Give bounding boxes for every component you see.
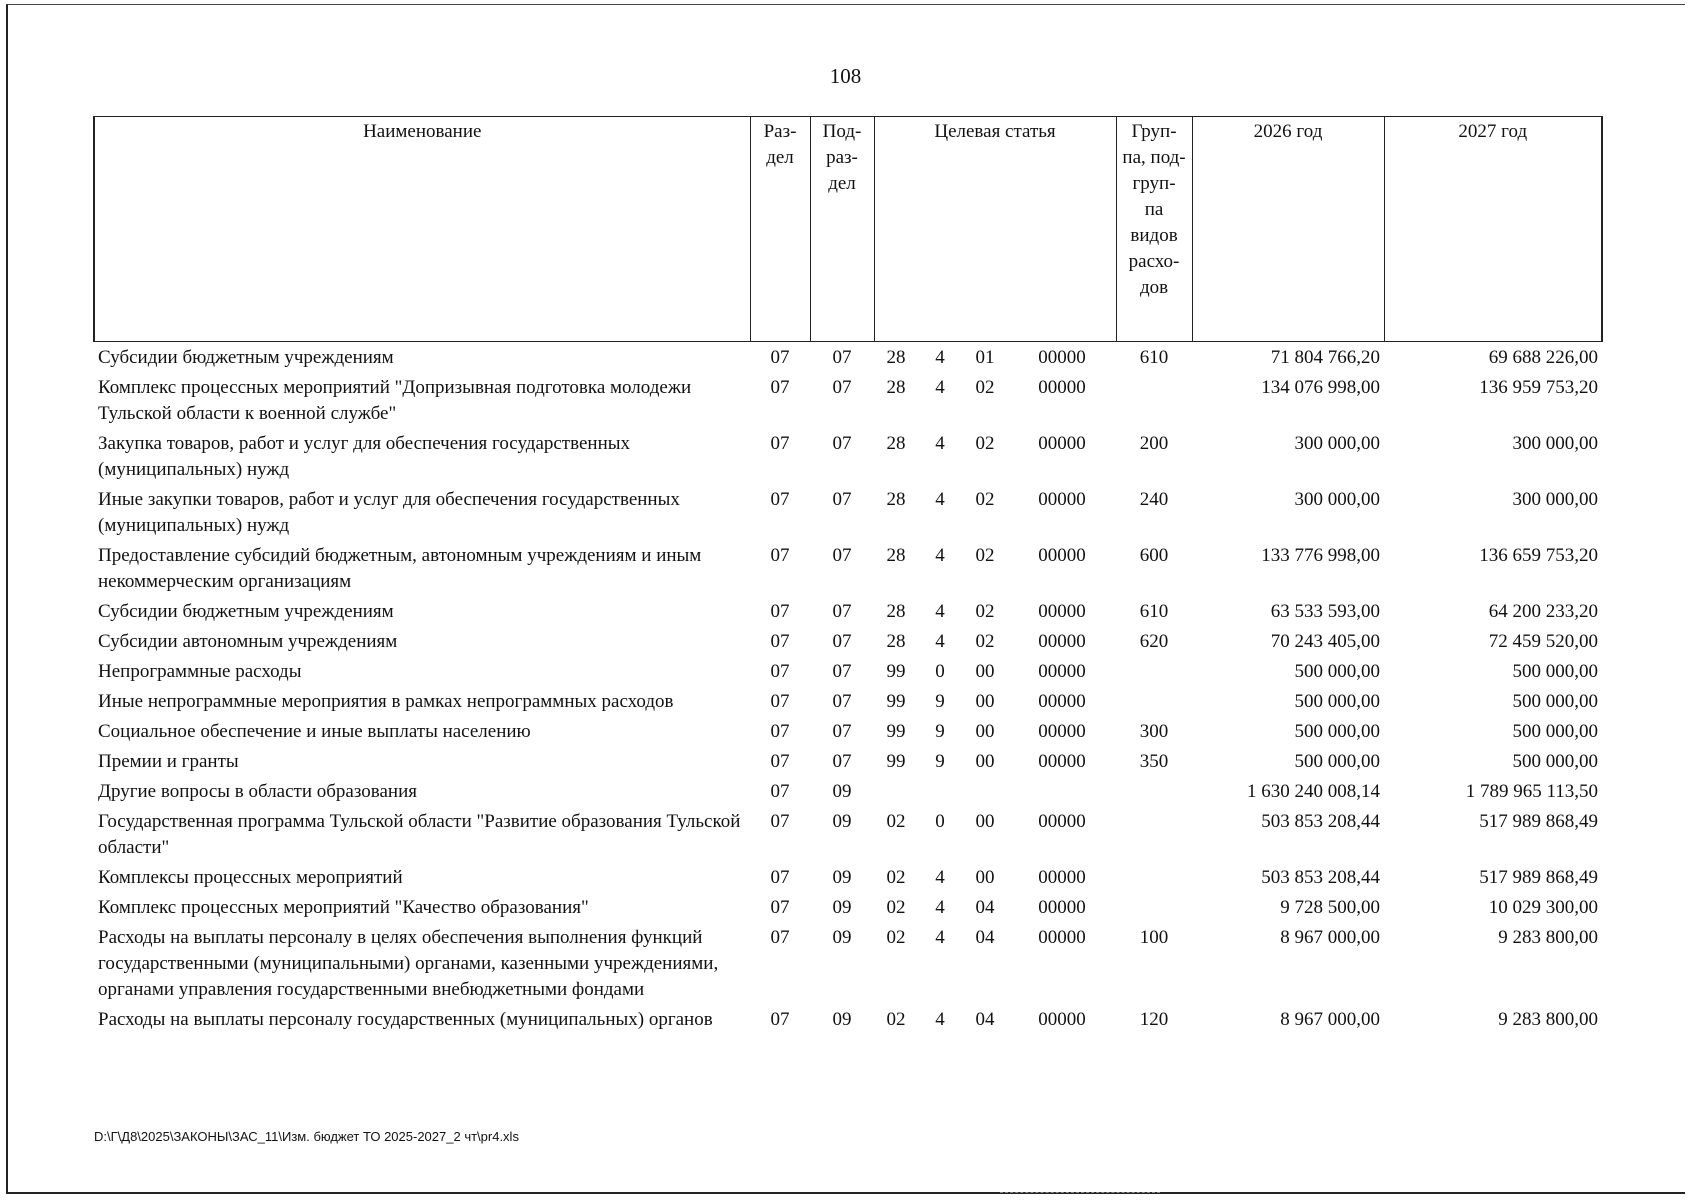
- cell-razdel: 07: [770, 721, 790, 742]
- cell-podrazdel: 07: [832, 489, 852, 510]
- cell-target-direction: 00000: [1038, 545, 1086, 566]
- table-row: [94, 429, 1602, 485]
- header-podrazdel-line: Под-: [822, 121, 862, 142]
- cell-target-element: 02: [975, 545, 995, 566]
- cell-podrazdel: 09: [832, 867, 852, 888]
- cell-amount-2027: 1 789 965 113,50: [1465, 781, 1599, 802]
- cell-target-direction: 00000: [1038, 1009, 1086, 1030]
- cell-target-program: 28: [886, 545, 906, 566]
- cell-razdel: 07: [770, 811, 790, 832]
- cell-podrazdel: 07: [832, 721, 852, 742]
- cell-amount-2027: 517 989 868,49: [1479, 811, 1599, 832]
- cell-name: Государственная программа Тульской области "Развитие образования Тульской области": [98, 811, 741, 858]
- cell-amount-2027: 9 283 800,00: [1498, 927, 1599, 948]
- file-path-footer: D:\Г\Д8\2025\ЗАКОНЫ\ЗАС_11\Изм. бюджет ТО 2025-2027_2 чт\pr4.xls: [94, 1129, 519, 1144]
- header-year-2027: 2027 год: [1384, 117, 1602, 342]
- cell-podrazdel: 07: [832, 691, 852, 712]
- cell-expense-group: 600: [1139, 545, 1169, 566]
- cell-name: Социальное обеспечение и иные выплаты населению: [98, 721, 531, 742]
- cell-target-element: 02: [975, 631, 995, 652]
- cell-target-type: 9: [935, 721, 945, 742]
- cell-name: Закупка товаров, работ и услуг для обеспечения государственных (муниципальных) нужд: [98, 433, 631, 480]
- cell-podrazdel: 09: [832, 781, 852, 802]
- cell-amount-2027: 64 200 233,20: [1488, 601, 1599, 622]
- cell-name: Премии и гранты: [98, 751, 239, 772]
- cell-target-element: 00: [975, 811, 995, 832]
- cell-podrazdel: 07: [832, 601, 852, 622]
- header-group: [1116, 117, 1192, 342]
- cell-target-program: 28: [886, 631, 906, 652]
- table-row: [94, 1005, 1602, 1035]
- table-row: [94, 863, 1602, 893]
- cell-amount-2026: 503 853 208,44: [1261, 867, 1381, 888]
- cell-podrazdel: 07: [832, 433, 852, 454]
- cell-target-element: 01: [975, 347, 995, 368]
- cell-amount-2026: 133 776 998,00: [1261, 545, 1381, 566]
- cell-target-program: 02: [886, 1009, 906, 1030]
- cell-amount-2026: 300 000,00: [1294, 489, 1381, 510]
- cell-amount-2027: 300 000,00: [1512, 433, 1599, 454]
- cell-expense-group: [1116, 777, 1192, 807]
- cell-target-direction: 00000: [1038, 751, 1086, 772]
- cell-razdel: 07: [770, 601, 790, 622]
- cell-expense-group: 610: [1139, 601, 1169, 622]
- cell-podrazdel: 07: [832, 347, 852, 368]
- table-row: [94, 777, 1602, 807]
- cell-target-type: 4: [935, 433, 945, 454]
- cell-target-element: [962, 777, 1008, 807]
- cell-target-element: 02: [975, 377, 995, 398]
- cell-expense-group: [1116, 373, 1192, 429]
- cell-expense-group: [1116, 863, 1192, 893]
- cell-podrazdel: 09: [832, 897, 852, 918]
- cell-target-element: 04: [975, 897, 995, 918]
- header-razdel-line: Раз-: [763, 121, 797, 142]
- header-podrazdel: [810, 117, 874, 342]
- cell-target-type: 4: [935, 1009, 945, 1030]
- cell-podrazdel: 09: [832, 811, 852, 832]
- cell-target-program: 02: [886, 927, 906, 948]
- cell-podrazdel: 07: [832, 545, 852, 566]
- header-group-line: Груп-: [1131, 121, 1177, 142]
- cell-name: Иные непрограммные мероприятия в рамках непрограммных расходов: [98, 691, 674, 712]
- cell-amount-2026: 500 000,00: [1294, 751, 1381, 772]
- cell-name: Комплекс процессных мероприятий "Допризывная подготовка молодежи Тульской области к военной службе": [98, 377, 692, 424]
- cell-target-program: [874, 777, 918, 807]
- cell-podrazdel: 09: [832, 927, 852, 948]
- cell-target-program: 99: [886, 691, 906, 712]
- cell-expense-group: 350: [1139, 751, 1169, 772]
- table-row: [94, 657, 1602, 687]
- cell-amount-2026: 8 967 000,00: [1280, 1009, 1381, 1030]
- table-row: [94, 807, 1602, 863]
- table-row: [94, 597, 1602, 627]
- cell-target-element: 02: [975, 601, 995, 622]
- cell-target-element: 00: [975, 751, 995, 772]
- cell-amount-2027: 10 029 300,00: [1488, 897, 1599, 918]
- cell-expense-group: 240: [1139, 489, 1169, 510]
- cell-amount-2026: 134 076 998,00: [1261, 377, 1381, 398]
- cell-razdel: 07: [770, 897, 790, 918]
- cell-target-element: 04: [975, 927, 995, 948]
- cell-target-program: 99: [886, 751, 906, 772]
- cell-target-program: 28: [886, 377, 906, 398]
- cell-amount-2026: 300 000,00: [1294, 433, 1381, 454]
- cell-expense-group: 200: [1139, 433, 1169, 454]
- cell-podrazdel: 09: [832, 1009, 852, 1030]
- table-row: [94, 923, 1602, 1005]
- cell-expense-group: 620: [1139, 631, 1169, 652]
- cell-target-program: 28: [886, 601, 906, 622]
- cell-target-program: 02: [886, 811, 906, 832]
- cell-amount-2026: 63 533 593,00: [1270, 601, 1381, 622]
- cell-amount-2027: 136 659 753,20: [1479, 545, 1599, 566]
- header-group-line: расхо-: [1128, 251, 1180, 272]
- cell-razdel: 07: [770, 927, 790, 948]
- cell-target-type: 4: [935, 631, 945, 652]
- cell-name: Субсидии бюджетным учреждениям: [98, 601, 394, 622]
- cell-target-program: 28: [886, 489, 906, 510]
- header-podrazdel-line: дел: [828, 173, 856, 194]
- cell-amount-2026: 503 853 208,44: [1261, 811, 1381, 832]
- cell-target-direction: 00000: [1038, 631, 1086, 652]
- table-header: [94, 117, 1602, 342]
- cell-amount-2027: 136 959 753,20: [1479, 377, 1599, 398]
- cell-target-direction: 00000: [1038, 433, 1086, 454]
- cell-razdel: 07: [770, 751, 790, 772]
- cell-amount-2027: 517 989 868,49: [1479, 867, 1599, 888]
- cell-expense-group: 300: [1139, 721, 1169, 742]
- header-razdel: [750, 117, 810, 342]
- cell-target-program: 28: [886, 347, 906, 368]
- cell-expense-group: 610: [1139, 347, 1169, 368]
- cell-target-type: 4: [935, 601, 945, 622]
- cell-expense-group: [1116, 807, 1192, 863]
- cell-amount-2027: 9 283 800,00: [1498, 1009, 1599, 1030]
- cell-amount-2026: 500 000,00: [1294, 661, 1381, 682]
- cell-target-type: [918, 777, 962, 807]
- cell-target-direction: 00000: [1038, 601, 1086, 622]
- cell-target-element: 02: [975, 489, 995, 510]
- cell-podrazdel: 07: [832, 751, 852, 772]
- header-target-article: Целевая статья: [874, 117, 1116, 342]
- cell-podrazdel: 07: [832, 377, 852, 398]
- header-group-line: па, под-: [1122, 147, 1186, 168]
- header-group-line: груп-: [1132, 173, 1176, 194]
- cell-razdel: 07: [770, 347, 790, 368]
- cell-razdel: 07: [770, 433, 790, 454]
- cell-razdel: 07: [770, 545, 790, 566]
- cell-target-type: 0: [935, 811, 945, 832]
- table-row: [94, 747, 1602, 777]
- table-row: [94, 541, 1602, 597]
- cell-amount-2027: 69 688 226,00: [1488, 347, 1599, 368]
- cell-expense-group: 100: [1139, 927, 1169, 948]
- cell-name: Иные закупки товаров, работ и услуг для обеспечения государственных (муниципальных) нужд: [98, 489, 680, 536]
- cell-target-type: 9: [935, 691, 945, 712]
- header-razdel-line: дел: [766, 147, 794, 168]
- cell-target-program: 02: [886, 897, 906, 918]
- cell-name: Комплекс процессных мероприятий "Качество образования": [98, 897, 589, 918]
- cell-razdel: 07: [770, 489, 790, 510]
- cell-target-direction: 00000: [1038, 377, 1086, 398]
- cell-target-direction: [1008, 777, 1116, 807]
- cell-expense-group: [1116, 893, 1192, 923]
- cell-name: Субсидии автономным учреждениям: [98, 631, 398, 652]
- cell-expense-group: 120: [1139, 1009, 1169, 1030]
- cell-amount-2027: 500 000,00: [1512, 661, 1599, 682]
- table-row: [94, 687, 1602, 717]
- cell-target-type: 4: [935, 897, 945, 918]
- cell-target-element: 04: [975, 1009, 995, 1030]
- cell-target-element: 00: [975, 691, 995, 712]
- cell-target-program: 02: [886, 867, 906, 888]
- table-row: [94, 893, 1602, 923]
- page-number: 108: [829, 64, 862, 88]
- cell-target-direction: 00000: [1038, 691, 1086, 712]
- cell-target-type: 4: [935, 377, 945, 398]
- cell-amount-2026: 8 967 000,00: [1280, 927, 1381, 948]
- cell-target-program: 28: [886, 433, 906, 454]
- header-podrazdel-line: раз-: [826, 147, 858, 168]
- table-row: [94, 627, 1602, 657]
- cell-name: Комплексы процессных мероприятий: [98, 867, 403, 888]
- cell-target-type: 9: [935, 751, 945, 772]
- table-body: [94, 342, 1602, 1036]
- header-group-line: дов: [1139, 277, 1169, 298]
- cell-target-direction: 00000: [1038, 867, 1086, 888]
- cell-target-direction: 00000: [1038, 661, 1086, 682]
- cell-target-direction: 00000: [1038, 811, 1086, 832]
- cell-name: Субсидии бюджетным учреждениям: [98, 347, 394, 368]
- cell-razdel: 07: [770, 1009, 790, 1030]
- cell-razdel: 07: [770, 661, 790, 682]
- cell-razdel: 07: [770, 377, 790, 398]
- cell-amount-2027: 500 000,00: [1512, 721, 1599, 742]
- cell-target-type: 4: [935, 927, 945, 948]
- cell-name: Другие вопросы в области образования: [98, 781, 417, 802]
- cell-target-type: 4: [935, 545, 945, 566]
- cell-target-element: 00: [975, 721, 995, 742]
- cell-amount-2026: 70 243 405,00: [1270, 631, 1381, 652]
- table-row: [94, 485, 1602, 541]
- cell-target-element: 00: [975, 867, 995, 888]
- cell-target-direction: 00000: [1038, 927, 1086, 948]
- cell-razdel: 07: [770, 631, 790, 652]
- cell-podrazdel: 07: [832, 661, 852, 682]
- cell-target-direction: 00000: [1038, 489, 1086, 510]
- cell-target-element: 00: [975, 661, 995, 682]
- cell-target-element: 02: [975, 433, 995, 454]
- cell-target-program: 99: [886, 721, 906, 742]
- cell-target-type: 4: [935, 489, 945, 510]
- cell-amount-2026: 9 728 500,00: [1280, 897, 1381, 918]
- cell-razdel: 07: [770, 691, 790, 712]
- table-row: [94, 373, 1602, 429]
- cell-target-type: 4: [935, 347, 945, 368]
- cell-name: Непрограммные расходы: [98, 661, 302, 682]
- table-row: [94, 342, 1602, 374]
- cell-razdel: 07: [770, 867, 790, 888]
- cell-amount-2027: 72 459 520,00: [1488, 631, 1599, 652]
- cell-razdel: 07: [770, 781, 790, 802]
- header-group-line: па: [1144, 199, 1164, 220]
- cell-name: Расходы на выплаты персоналу государственных (муниципальных) органов: [98, 1009, 713, 1030]
- scan-edge-line: [1000, 1192, 1160, 1194]
- cell-amount-2026: 500 000,00: [1294, 721, 1381, 742]
- table-row: [94, 717, 1602, 747]
- header-year-2026: 2026 год: [1192, 117, 1384, 342]
- cell-amount-2027: 500 000,00: [1512, 691, 1599, 712]
- header-name: Наименование: [94, 117, 750, 342]
- cell-amount-2026: 71 804 766,20: [1270, 347, 1381, 368]
- cell-amount-2026: 500 000,00: [1294, 691, 1381, 712]
- budget-table: [93, 116, 1603, 1035]
- cell-expense-group: [1116, 657, 1192, 687]
- cell-podrazdel: 07: [832, 631, 852, 652]
- cell-target-direction: 00000: [1038, 897, 1086, 918]
- cell-name: Предоставление субсидий бюджетным, автономным учреждениям и иным некоммерческим организациям: [98, 545, 702, 592]
- cell-name: Расходы на выплаты персоналу в целях обеспечения выполнения функций государственными (муниципальными) органами, казенными учреждениями, органами управления государственными внебюджетными фондами: [98, 927, 719, 1000]
- cell-target-type: 4: [935, 867, 945, 888]
- cell-target-direction: 00000: [1038, 721, 1086, 742]
- cell-target-type: 0: [935, 661, 945, 682]
- cell-amount-2027: 300 000,00: [1512, 489, 1599, 510]
- cell-target-program: 99: [886, 661, 906, 682]
- cell-expense-group: [1116, 687, 1192, 717]
- cell-target-direction: 00000: [1038, 347, 1086, 368]
- cell-amount-2026: 1 630 240 008,14: [1247, 781, 1381, 802]
- cell-amount-2027: 500 000,00: [1512, 751, 1599, 772]
- header-group-line: видов: [1130, 225, 1178, 246]
